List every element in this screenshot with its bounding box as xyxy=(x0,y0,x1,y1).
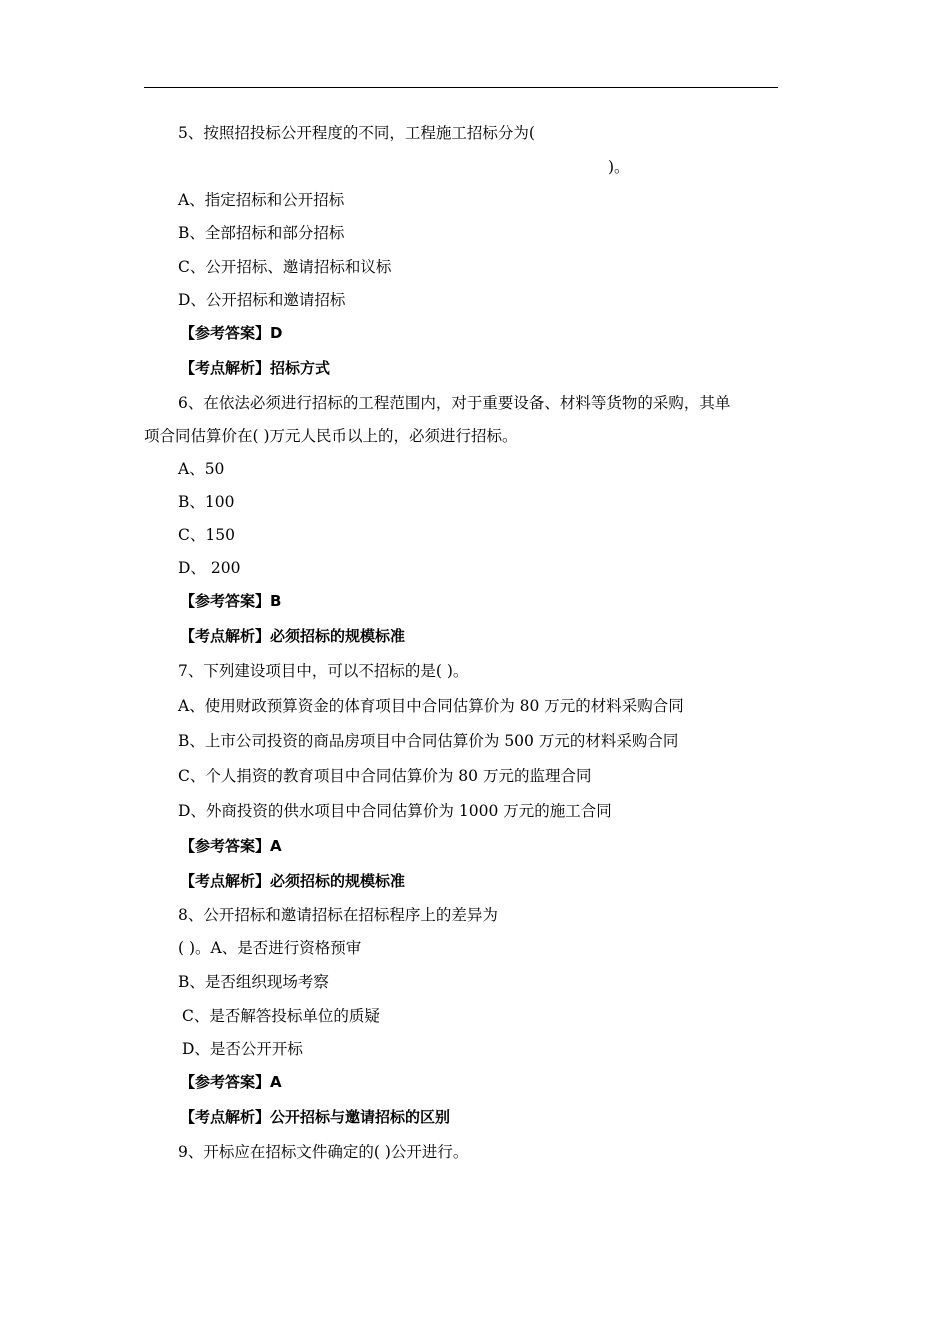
q6-option-c: C、150 xyxy=(178,526,235,544)
q8-answer xyxy=(180,1072,282,1092)
q9-stem: 9、开标应在招标文件确定的( )公开进行。 xyxy=(178,1143,469,1161)
q5-option-c: C、公开招标、邀请招标和议标 xyxy=(178,258,392,276)
q8-option-c: C、是否解答投标单位的质疑 xyxy=(182,1007,380,1025)
q7-answer xyxy=(180,836,282,856)
q5-option-d: D、公开招标和邀请招标 xyxy=(178,291,346,309)
q7-analysis xyxy=(180,871,405,891)
q5-analysis xyxy=(180,358,330,378)
analysis-value: 招标方式 xyxy=(270,359,331,377)
q6-answer xyxy=(180,591,281,611)
q5-stem: 5、按照招投标公开程度的不同，工程施工招标分为( xyxy=(178,124,535,142)
q8-stem-continuation: ( )。A、是否进行资格预审 xyxy=(178,939,362,957)
q5-option-b: B、全部招标和部分招标 xyxy=(178,224,345,242)
answer-label: 【参考答案】 xyxy=(180,837,271,855)
answer-value: A xyxy=(270,837,282,855)
answer-label: 【参考答案】 xyxy=(180,592,271,610)
q7-stem: 7、下列建设项目中，可以不招标的是( )。 xyxy=(178,662,469,680)
analysis-label: 【考点解析】 xyxy=(180,1108,271,1126)
q8-option-b: B、是否组织现场考察 xyxy=(178,973,329,991)
analysis-label: 【考点解析】 xyxy=(180,872,271,890)
answer-label: 【参考答案】 xyxy=(180,1073,271,1091)
q6-option-a: A、50 xyxy=(178,460,225,478)
q6-option-b: B、100 xyxy=(178,493,235,511)
q8-stem: 8、公开招标和邀请招标在招标程序上的差异为 xyxy=(178,906,498,924)
q6-option-d: D、 200 xyxy=(178,559,241,577)
analysis-value: 公开招标与邀请招标的区别 xyxy=(270,1108,451,1126)
q6-analysis xyxy=(180,626,405,646)
analysis-value: 必须招标的规模标准 xyxy=(270,872,406,890)
q5-answer xyxy=(180,323,282,343)
q7-option-c: C、个人捐资的教育项目中合同估算价为 80 万元的监理合同 xyxy=(178,767,592,785)
q7-option-a: A、使用财政预算资金的体育项目中合同估算价为 80 万元的材料采购合同 xyxy=(178,697,684,715)
answer-value: D xyxy=(270,324,283,342)
q5-stem-continuation: )。 xyxy=(608,158,630,176)
q8-option-d: D、是否公开开标 xyxy=(182,1040,303,1058)
q7-option-b: B、上市公司投资的商品房项目中合同估算价为 500 万元的材料采购合同 xyxy=(178,732,679,750)
analysis-label: 【考点解析】 xyxy=(180,627,271,645)
q8-analysis xyxy=(180,1107,450,1127)
analysis-value: 必须招标的规模标准 xyxy=(270,627,406,645)
answer-value: B xyxy=(270,592,282,610)
header-rule xyxy=(144,87,778,88)
answer-label: 【参考答案】 xyxy=(180,324,271,342)
q6-stem-continuation: 项合同估算价在( )万元人民币以上的，必须进行招标。 xyxy=(144,427,518,445)
q6-stem: 6、在依法必须进行招标的工程范围内，对于重要设备、材料等货物的采购，其单 xyxy=(178,394,731,412)
answer-value: A xyxy=(270,1073,282,1091)
analysis-label: 【考点解析】 xyxy=(180,359,271,377)
q5-option-a: A、指定招标和公开招标 xyxy=(178,191,345,209)
q7-option-d: D、外商投资的供水项目中合同估算价为 1000 万元的施工合同 xyxy=(178,802,612,820)
